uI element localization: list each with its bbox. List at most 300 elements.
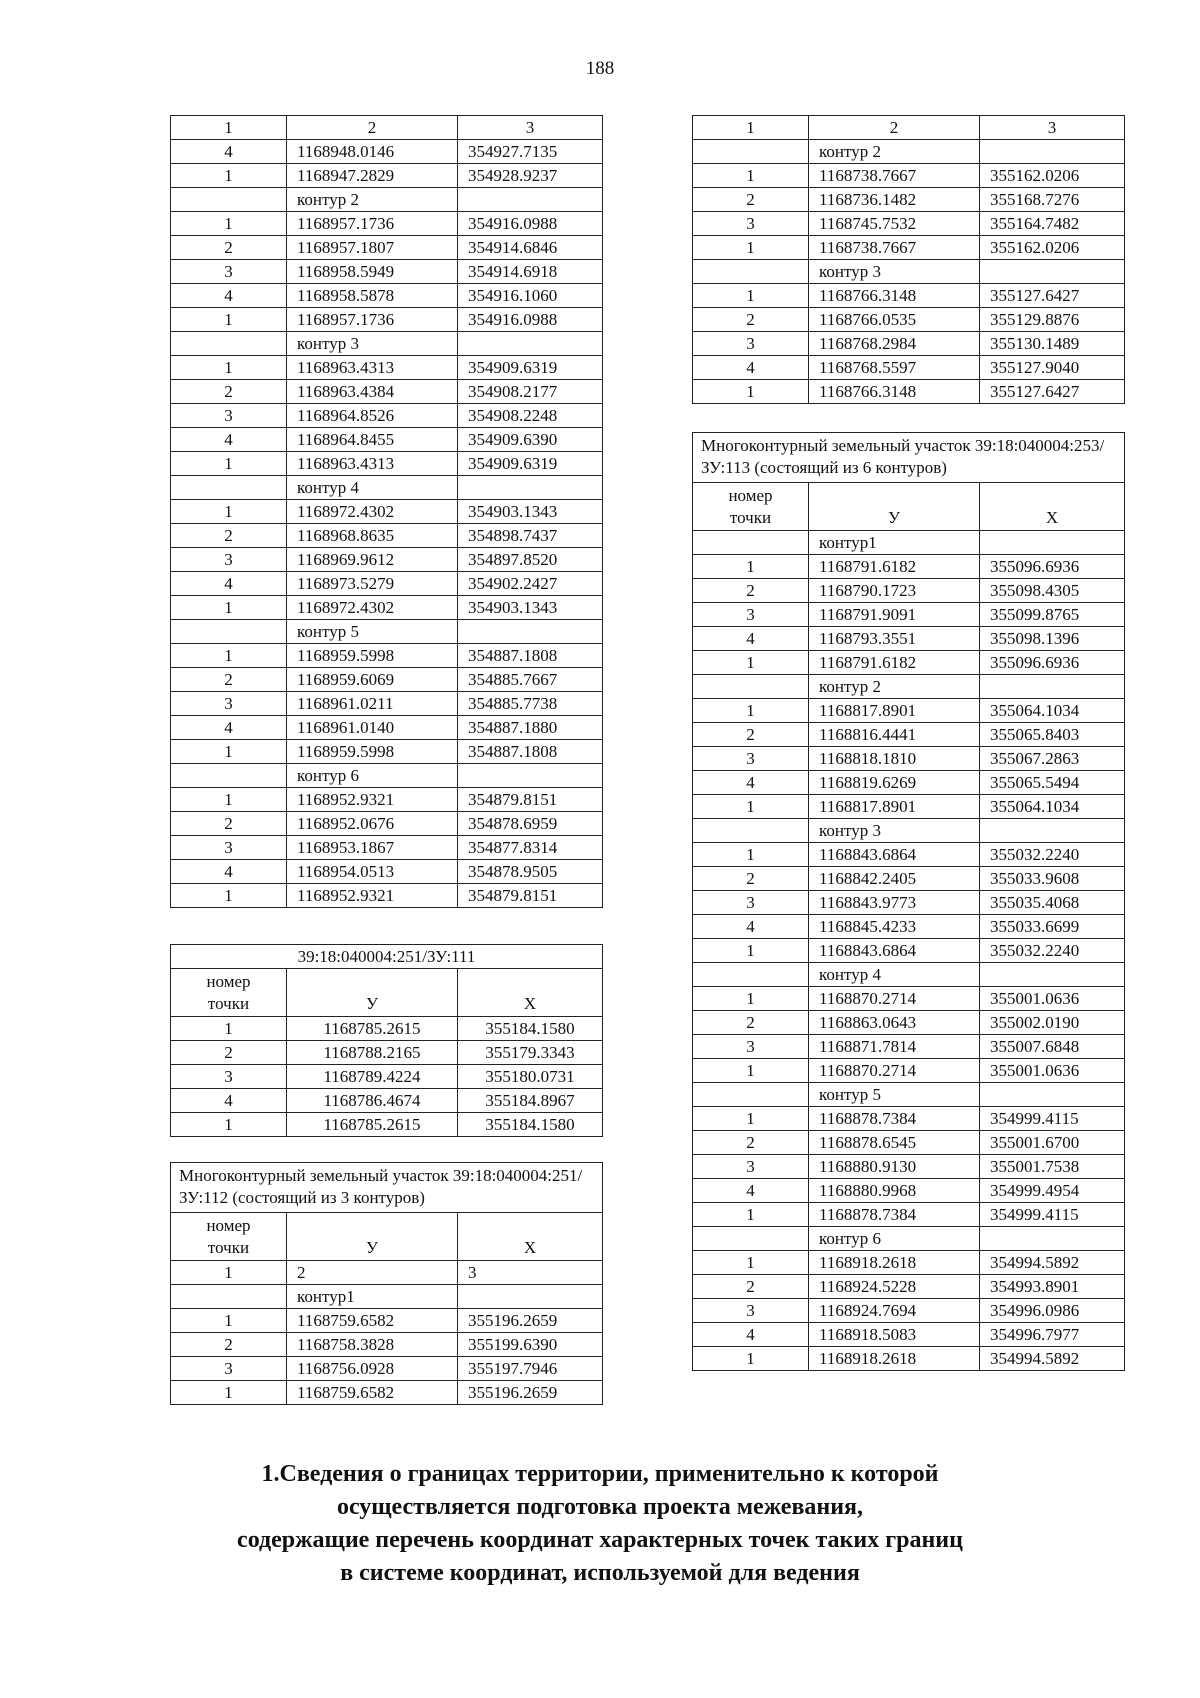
table-row <box>693 212 1125 236</box>
y-coordinate: 1168791.6182 <box>809 555 980 579</box>
table-row <box>693 1227 1125 1251</box>
y-coordinate: 1168816.4441 <box>809 723 980 747</box>
point-number: 1 <box>693 651 809 675</box>
point-number: 1 <box>171 452 287 476</box>
point-number: 4 <box>693 771 809 795</box>
y-coordinate: 1168963.4313 <box>287 452 458 476</box>
y-coordinate: 1168745.7532 <box>809 212 980 236</box>
table-row <box>171 596 603 620</box>
point-number: 4 <box>171 1089 287 1113</box>
table-row <box>693 699 1125 723</box>
table-caption: 39:18:040004:251/ЗУ:111 <box>171 945 603 969</box>
table-row <box>693 987 1125 1011</box>
point-number: 1 <box>693 1347 809 1371</box>
point-number <box>693 1083 809 1107</box>
x-coordinate: 355184.8967 <box>458 1089 603 1113</box>
y-coordinate: 1168958.5949 <box>287 260 458 284</box>
x-coordinate: 355001.0636 <box>980 1059 1125 1083</box>
y-coordinate: 1168961.0211 <box>287 692 458 716</box>
caption-row <box>693 433 1125 483</box>
point-number: 1 <box>171 1309 287 1333</box>
x-coordinate: 354879.8151 <box>458 884 603 908</box>
table-row <box>693 963 1125 987</box>
x-coordinate: 354908.2248 <box>458 404 603 428</box>
x-coordinate: 355168.7276 <box>980 188 1125 212</box>
table-row <box>693 1323 1125 1347</box>
point-number: 2 <box>693 1131 809 1155</box>
table-row <box>693 140 1125 164</box>
table-row <box>171 1285 603 1309</box>
y-coordinate: 1168969.9612 <box>287 548 458 572</box>
y-coordinate: 1168818.1810 <box>809 747 980 771</box>
table-caption: Многоконтурный земельный участок 39:18:040004:253/ЗУ:113 (состоящий из 6 контуров) <box>693 433 1125 483</box>
table-row <box>171 1065 603 1089</box>
table-row <box>693 627 1125 651</box>
table-row <box>171 1089 603 1113</box>
table-row <box>693 1035 1125 1059</box>
y-coordinate: контур 2 <box>287 188 458 212</box>
y-coordinate: 1168947.2829 <box>287 164 458 188</box>
x-coordinate: 354927.7135 <box>458 140 603 164</box>
table-row <box>693 603 1125 627</box>
y-coordinate: 1168788.2165 <box>287 1041 458 1065</box>
table-row <box>171 692 603 716</box>
table-row <box>171 1113 603 1137</box>
point-number <box>171 188 287 212</box>
parcel-112-table <box>170 1162 603 1405</box>
x-coordinate: 354916.1060 <box>458 284 603 308</box>
table-row <box>693 1155 1125 1179</box>
y-coordinate: 1168758.3828 <box>287 1333 458 1357</box>
x-coordinate: 354898.7437 <box>458 524 603 548</box>
table-caption: Многоконтурный земельный участок 39:18:040004:251/ЗУ:112 (состоящий из 3 контуров) <box>171 1163 603 1213</box>
y-coordinate: 1168957.1736 <box>287 212 458 236</box>
x-coordinate: 354994.5892 <box>980 1251 1125 1275</box>
x-coordinate: 354885.7738 <box>458 692 603 716</box>
x-coordinate: 355098.1396 <box>980 627 1125 651</box>
x-coordinate: 354999.4115 <box>980 1107 1125 1131</box>
point-number: 4 <box>693 356 809 380</box>
y-coordinate: 1168766.3148 <box>809 284 980 308</box>
point-number-header: номер точки <box>171 969 287 1017</box>
point-number: 2 <box>693 308 809 332</box>
table-row <box>171 836 603 860</box>
y-coordinate: 1168738.7667 <box>809 236 980 260</box>
point-number: 2 <box>171 812 287 836</box>
x-coordinate: 355162.0206 <box>980 236 1125 260</box>
point-number: 3 <box>171 1357 287 1381</box>
table-row <box>171 740 603 764</box>
y-coordinate: 1168817.8901 <box>809 795 980 819</box>
heading-line: осуществляется подготовка проекта межевания, <box>336 1494 864 1520</box>
y-coordinate: 1168952.9321 <box>287 884 458 908</box>
column-number-row <box>693 116 1125 140</box>
x-coordinate: 354902.2427 <box>458 572 603 596</box>
point-number: 4 <box>693 1323 809 1347</box>
y-coordinate: 1168948.0146 <box>287 140 458 164</box>
point-number: 3 <box>693 332 809 356</box>
point-number: 4 <box>693 915 809 939</box>
y-coordinate: 1168918.2618 <box>809 1347 980 1371</box>
point-number: 1 <box>693 164 809 188</box>
y-coordinate: 1168952.0676 <box>287 812 458 836</box>
y-coordinate: 1168870.2714 <box>809 987 980 1011</box>
table-row <box>171 284 603 308</box>
point-number: 3 <box>171 548 287 572</box>
point-number: 3 <box>171 692 287 716</box>
parcel-111-table <box>170 944 603 1137</box>
y-coordinate: 1168871.7814 <box>809 1035 980 1059</box>
x-coordinate <box>458 764 603 788</box>
x-coordinate: 354909.6390 <box>458 428 603 452</box>
column-number: 1 <box>171 116 287 140</box>
table-row <box>171 1357 603 1381</box>
point-number <box>171 620 287 644</box>
table-row <box>171 524 603 548</box>
x-coordinate: 355001.6700 <box>980 1131 1125 1155</box>
y-coordinate: 1168880.9130 <box>809 1155 980 1179</box>
table-row <box>171 1261 603 1285</box>
x-coordinate <box>458 620 603 644</box>
point-number <box>693 675 809 699</box>
table-row <box>171 188 603 212</box>
x-coordinate <box>980 1227 1125 1251</box>
table-row <box>171 308 603 332</box>
point-number: 3 <box>171 404 287 428</box>
y-coordinate: 1168843.6864 <box>809 939 980 963</box>
y-column-header: У <box>287 969 458 1017</box>
y-coordinate: 1168786.4674 <box>287 1089 458 1113</box>
table-row <box>171 1017 603 1041</box>
x-coordinate <box>980 140 1125 164</box>
point-number <box>171 332 287 356</box>
point-number: 1 <box>693 1107 809 1131</box>
table-row <box>171 884 603 908</box>
x-coordinate: 354999.4115 <box>980 1203 1125 1227</box>
point-number: 1 <box>171 884 287 908</box>
point-number: 1 <box>693 843 809 867</box>
x-coordinate: 354903.1343 <box>458 500 603 524</box>
y-coordinate: 1168736.1482 <box>809 188 980 212</box>
table-row <box>171 236 603 260</box>
point-number: 4 <box>693 1179 809 1203</box>
table-row <box>693 260 1125 284</box>
x-coordinate: 355032.2240 <box>980 939 1125 963</box>
table-row <box>171 1381 603 1405</box>
y-coordinate: 1168766.3148 <box>809 380 980 404</box>
point-number <box>693 1227 809 1251</box>
y-coordinate: 1168842.2405 <box>809 867 980 891</box>
x-coordinate: 354909.6319 <box>458 356 603 380</box>
x-coordinate: 355096.6936 <box>980 651 1125 675</box>
point-number: 2 <box>693 1275 809 1299</box>
table-row <box>171 356 603 380</box>
point-number: 3 <box>693 1035 809 1059</box>
x-coordinate: 355164.7482 <box>980 212 1125 236</box>
y-coordinate: 1168819.6269 <box>809 771 980 795</box>
table-row <box>693 1083 1125 1107</box>
point-number <box>693 260 809 284</box>
table-row <box>171 404 603 428</box>
y-coordinate: 1168973.5279 <box>287 572 458 596</box>
x-coordinate: 355180.0731 <box>458 1065 603 1089</box>
table-row <box>171 644 603 668</box>
point-number: 1 <box>693 284 809 308</box>
x-coordinate: 355184.1580 <box>458 1017 603 1041</box>
table-row <box>171 716 603 740</box>
y-coordinate: контур 4 <box>287 476 458 500</box>
x-coordinate: 355184.1580 <box>458 1113 603 1137</box>
x-coordinate <box>458 476 603 500</box>
y-coordinate: контур 5 <box>287 620 458 644</box>
y-coordinate: контур 3 <box>287 332 458 356</box>
point-number: 1 <box>171 596 287 620</box>
point-number: 1 <box>171 1261 287 1285</box>
y-coordinate: контур 4 <box>809 963 980 987</box>
x-coordinate <box>458 332 603 356</box>
x-coordinate: 354908.2177 <box>458 380 603 404</box>
table-row <box>693 1203 1125 1227</box>
y-coordinate: 1168845.4233 <box>809 915 980 939</box>
table-row <box>171 452 603 476</box>
column-number-row <box>171 116 603 140</box>
point-number: 2 <box>171 380 287 404</box>
y-coordinate: 1168968.8635 <box>287 524 458 548</box>
y-coordinate: 2 <box>287 1261 458 1285</box>
x-coordinate: 355199.6390 <box>458 1333 603 1357</box>
table-row <box>171 1309 603 1333</box>
x-coordinate: 355033.6699 <box>980 915 1125 939</box>
x-coordinate: 355127.9040 <box>980 356 1125 380</box>
x-coordinate: 355099.8765 <box>980 603 1125 627</box>
point-number: 1 <box>693 236 809 260</box>
y-coordinate: контур1 <box>287 1285 458 1309</box>
table-row <box>693 843 1125 867</box>
table-row <box>693 1011 1125 1035</box>
y-coordinate: 1168878.6545 <box>809 1131 980 1155</box>
x-coordinate: 355035.4068 <box>980 891 1125 915</box>
x-coordinate: 354928.9237 <box>458 164 603 188</box>
point-number: 1 <box>171 164 287 188</box>
table-row <box>693 531 1125 555</box>
table-row <box>171 764 603 788</box>
x-coordinate <box>980 1083 1125 1107</box>
x-coordinate: 355197.7946 <box>458 1357 603 1381</box>
x-coordinate: 355162.0206 <box>980 164 1125 188</box>
table-row <box>693 164 1125 188</box>
y-coordinate: 1168790.1723 <box>809 579 980 603</box>
point-number: 3 <box>693 212 809 236</box>
point-number-header: номер точки <box>693 483 809 531</box>
table-row <box>693 1347 1125 1371</box>
table-row <box>693 1179 1125 1203</box>
table-row <box>693 380 1125 404</box>
column-header-row <box>171 1213 603 1261</box>
y-coordinate: 1168959.5998 <box>287 644 458 668</box>
y-coordinate: 1168880.9968 <box>809 1179 980 1203</box>
table-row <box>693 891 1125 915</box>
column-number: 1 <box>693 116 809 140</box>
point-number: 3 <box>693 603 809 627</box>
section-heading <box>0 1458 1200 1590</box>
x-column-header: Х <box>458 1213 603 1261</box>
x-coordinate: 354887.1880 <box>458 716 603 740</box>
y-coordinate: 1168964.8526 <box>287 404 458 428</box>
point-number: 1 <box>171 500 287 524</box>
y-coordinate: контур 2 <box>809 675 980 699</box>
table-row <box>693 1275 1125 1299</box>
x-coordinate: 354887.1808 <box>458 644 603 668</box>
point-number: 1 <box>693 939 809 963</box>
point-number: 2 <box>693 723 809 747</box>
point-number: 1 <box>693 1203 809 1227</box>
table-row <box>171 212 603 236</box>
x-coordinate <box>980 675 1125 699</box>
y-coordinate: 1168793.3551 <box>809 627 980 651</box>
point-number: 3 <box>171 836 287 860</box>
point-number: 4 <box>171 860 287 884</box>
table-row <box>693 795 1125 819</box>
table-row <box>693 1299 1125 1323</box>
x-coordinate: 355196.2659 <box>458 1381 603 1405</box>
table-row <box>693 308 1125 332</box>
point-number: 2 <box>693 188 809 212</box>
point-number: 4 <box>171 572 287 596</box>
x-coordinate: 355002.0190 <box>980 1011 1125 1035</box>
point-number: 1 <box>693 555 809 579</box>
x-column-header: Х <box>458 969 603 1017</box>
y-coordinate: 1168791.9091 <box>809 603 980 627</box>
point-number: 1 <box>693 987 809 1011</box>
table-row <box>171 140 603 164</box>
point-number <box>693 819 809 843</box>
x-coordinate: 355007.6848 <box>980 1035 1125 1059</box>
point-number: 1 <box>171 644 287 668</box>
x-coordinate: 354887.1808 <box>458 740 603 764</box>
point-number <box>171 476 287 500</box>
x-coordinate: 354999.4954 <box>980 1179 1125 1203</box>
x-coordinate: 355127.6427 <box>980 380 1125 404</box>
point-number: 3 <box>693 1155 809 1179</box>
y-coordinate: 1168924.5228 <box>809 1275 980 1299</box>
right-coordinates-table <box>692 115 1125 404</box>
table-row <box>171 572 603 596</box>
table-row <box>171 1041 603 1065</box>
x-coordinate: 355065.5494 <box>980 771 1125 795</box>
x-coordinate: 354994.5892 <box>980 1347 1125 1371</box>
table-row <box>171 548 603 572</box>
x-coordinate: 355127.6427 <box>980 284 1125 308</box>
y-coordinate: 1168878.7384 <box>809 1107 980 1131</box>
point-number: 1 <box>171 788 287 812</box>
point-number: 4 <box>171 284 287 308</box>
y-coordinate: 1168924.7694 <box>809 1299 980 1323</box>
table-row <box>693 284 1125 308</box>
y-coordinate: 1168964.8455 <box>287 428 458 452</box>
x-coordinate: 355001.7538 <box>980 1155 1125 1179</box>
table-row <box>693 555 1125 579</box>
y-coordinate: контур 3 <box>809 260 980 284</box>
point-number: 1 <box>693 699 809 723</box>
point-number: 4 <box>693 627 809 651</box>
x-coordinate: 354916.0988 <box>458 212 603 236</box>
x-coordinate: 354897.8520 <box>458 548 603 572</box>
x-coordinate: 355098.4305 <box>980 579 1125 603</box>
y-coordinate: 1168768.5597 <box>809 356 980 380</box>
x-coordinate: 355067.2863 <box>980 747 1125 771</box>
parcel-113-table <box>692 432 1125 1371</box>
point-number: 1 <box>171 308 287 332</box>
table-row <box>693 939 1125 963</box>
column-number: 2 <box>287 116 458 140</box>
point-number: 4 <box>171 140 287 164</box>
x-coordinate: 355129.8876 <box>980 308 1125 332</box>
x-coordinate <box>458 188 603 212</box>
y-coordinate: 1168972.4302 <box>287 500 458 524</box>
y-coordinate: 1168870.2714 <box>809 1059 980 1083</box>
x-coordinate: 355064.1034 <box>980 699 1125 723</box>
heading-line: содержащие перечень координат характерных точек таких границ <box>237 1527 963 1553</box>
table-row <box>171 260 603 284</box>
y-coordinate: 1168766.0535 <box>809 308 980 332</box>
x-coordinate <box>980 963 1125 987</box>
table-row <box>693 723 1125 747</box>
x-coordinate: 354909.6319 <box>458 452 603 476</box>
table-row <box>693 356 1125 380</box>
point-number: 2 <box>693 867 809 891</box>
x-coordinate: 354879.8151 <box>458 788 603 812</box>
x-coordinate <box>980 531 1125 555</box>
y-coordinate: 1168957.1736 <box>287 308 458 332</box>
x-coordinate: 355032.2240 <box>980 843 1125 867</box>
table-row <box>171 428 603 452</box>
table-row <box>693 236 1125 260</box>
table-row <box>693 651 1125 675</box>
y-coordinate: 1168817.8901 <box>809 699 980 723</box>
table-row <box>693 1131 1125 1155</box>
y-coordinate: 1168963.4384 <box>287 380 458 404</box>
x-coordinate: 354914.6846 <box>458 236 603 260</box>
table-row <box>171 860 603 884</box>
table-row <box>171 812 603 836</box>
table-row <box>171 380 603 404</box>
y-coordinate: 1168963.4313 <box>287 356 458 380</box>
page-number: 188 <box>585 58 615 79</box>
y-coordinate: 1168759.6582 <box>287 1309 458 1333</box>
y-coordinate: 1168959.6069 <box>287 668 458 692</box>
table-row <box>693 675 1125 699</box>
heading-line: 1.Сведения о границах территории, применительно к которой <box>261 1461 939 1487</box>
point-number: 4 <box>171 716 287 740</box>
y-coordinate: 1168791.6182 <box>809 651 980 675</box>
table-row <box>693 747 1125 771</box>
point-number: 1 <box>171 1017 287 1041</box>
x-coordinate: 355001.0636 <box>980 987 1125 1011</box>
y-column-header: У <box>287 1213 458 1261</box>
table-row <box>171 788 603 812</box>
x-coordinate <box>980 260 1125 284</box>
caption-row <box>171 1163 603 1213</box>
point-number: 2 <box>171 668 287 692</box>
point-number: 2 <box>171 236 287 260</box>
point-number: 1 <box>171 740 287 764</box>
y-coordinate: контур 5 <box>809 1083 980 1107</box>
x-coordinate <box>458 1285 603 1309</box>
point-number: 1 <box>171 1113 287 1137</box>
point-number: 1 <box>693 1059 809 1083</box>
table-row <box>171 332 603 356</box>
point-number: 3 <box>171 260 287 284</box>
